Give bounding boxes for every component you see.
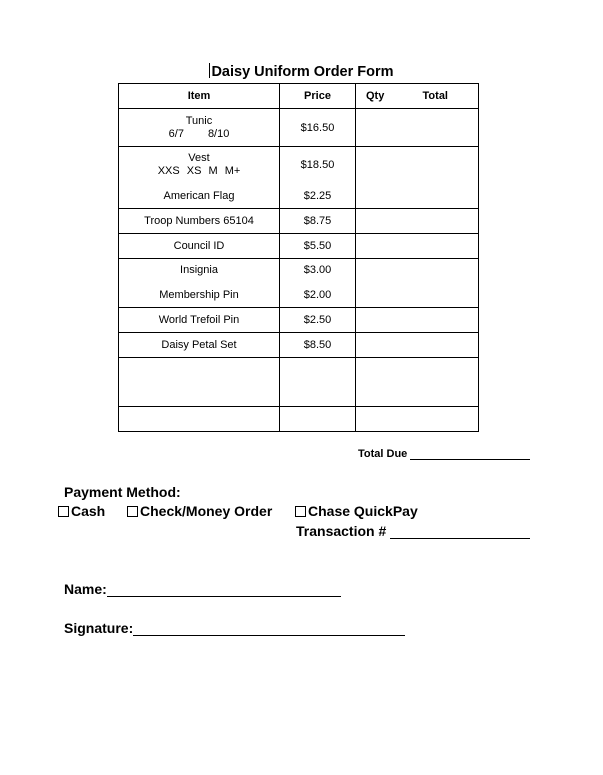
table-row [119,109,479,147]
item-cell[interactable] [119,358,280,407]
qty-total-cell[interactable] [356,308,479,333]
size-option: 8/10 [207,127,230,140]
signature-field[interactable] [133,635,405,636]
item-name: Membership Pin [159,289,239,301]
item-cell [119,147,280,209]
order-table [118,83,479,432]
table-row [119,333,479,358]
size-options [119,128,279,141]
name-row [64,581,341,597]
price-stack [280,259,355,307]
checkbox-icon[interactable] [295,506,306,517]
total-due-field[interactable] [410,459,530,460]
price-cell[interactable] [280,407,356,432]
name-field[interactable] [107,596,341,597]
item-cell [119,109,280,147]
signature-row [64,620,405,636]
title-text: Daisy Uniform Order Form [211,64,394,80]
table-row-blank [119,358,479,407]
price-cell: $16.50 [280,109,356,147]
header-total: Total [422,90,448,102]
qty-total-cell[interactable] [356,333,479,358]
item-cell: World Trefoil Pin [119,308,280,333]
table-row [119,234,479,259]
option-label: Check/Money Order [140,503,273,519]
payment-option-check[interactable] [127,503,272,519]
header-item: Item [119,84,280,109]
payment-option-chase[interactable] [295,503,418,519]
item-name: American Flag [163,190,235,202]
qty-total-cell[interactable] [356,234,479,259]
price-value: $3.00 [303,264,332,276]
name-label: Name: [64,581,107,597]
price-cell [280,259,356,308]
option-label: Chase QuickPay [308,503,418,519]
price-cell: $8.50 [280,333,356,358]
header-qty-total [356,84,479,109]
total-due [358,448,530,460]
qty-total-cell[interactable] [356,259,479,308]
item-cell: Troop Numbers 65104 [119,209,280,234]
item-cell[interactable] [119,407,280,432]
price-cell [280,147,356,209]
size-option: 6/7 [168,127,184,140]
transaction-field[interactable] [390,538,530,539]
checkbox-icon[interactable] [127,506,138,517]
price-stack [280,147,355,208]
signature-label: Signature: [64,620,134,636]
transaction-number [296,523,530,539]
item-cell [119,259,280,308]
qty-total-cell[interactable] [356,358,479,407]
table-header-row [119,84,479,109]
table-row [119,209,479,234]
item-cell: Council ID [119,234,280,259]
table-row [119,308,479,333]
qty-total-cell[interactable] [356,407,479,432]
page-title [0,63,603,80]
price-value: $2.25 [303,190,332,202]
total-due-label: Total Due [358,448,408,460]
payment-option-cash[interactable] [58,503,105,519]
payment-method-label: Payment Method: [64,484,181,500]
transaction-label: Transaction # [296,523,387,539]
item-name: Insignia [180,264,218,276]
qty-total-cell[interactable] [356,109,479,147]
price-value: $2.00 [303,289,332,301]
qty-total-cell[interactable] [356,209,479,234]
price-cell: $2.50 [280,308,356,333]
header-qty: Qty [366,90,385,102]
price-cell: $5.50 [280,234,356,259]
item-cell: Daisy Petal Set [119,333,280,358]
item-stack [119,147,279,208]
price-cell[interactable] [280,358,356,407]
item-stack [119,259,279,307]
table-row-blank [119,407,479,432]
option-label: Cash [71,503,106,519]
item-name: Tunic [185,114,213,127]
table-row [119,147,479,209]
table-row [119,259,479,308]
item-name: Vest [188,152,210,164]
header-price: Price [280,84,356,109]
size-options: XXS XS M M+ [157,165,241,177]
price-cell: $8.75 [280,209,356,234]
checkbox-icon[interactable] [58,506,69,517]
qty-total-cell[interactable] [356,147,479,209]
price-value: $18.50 [300,159,335,171]
